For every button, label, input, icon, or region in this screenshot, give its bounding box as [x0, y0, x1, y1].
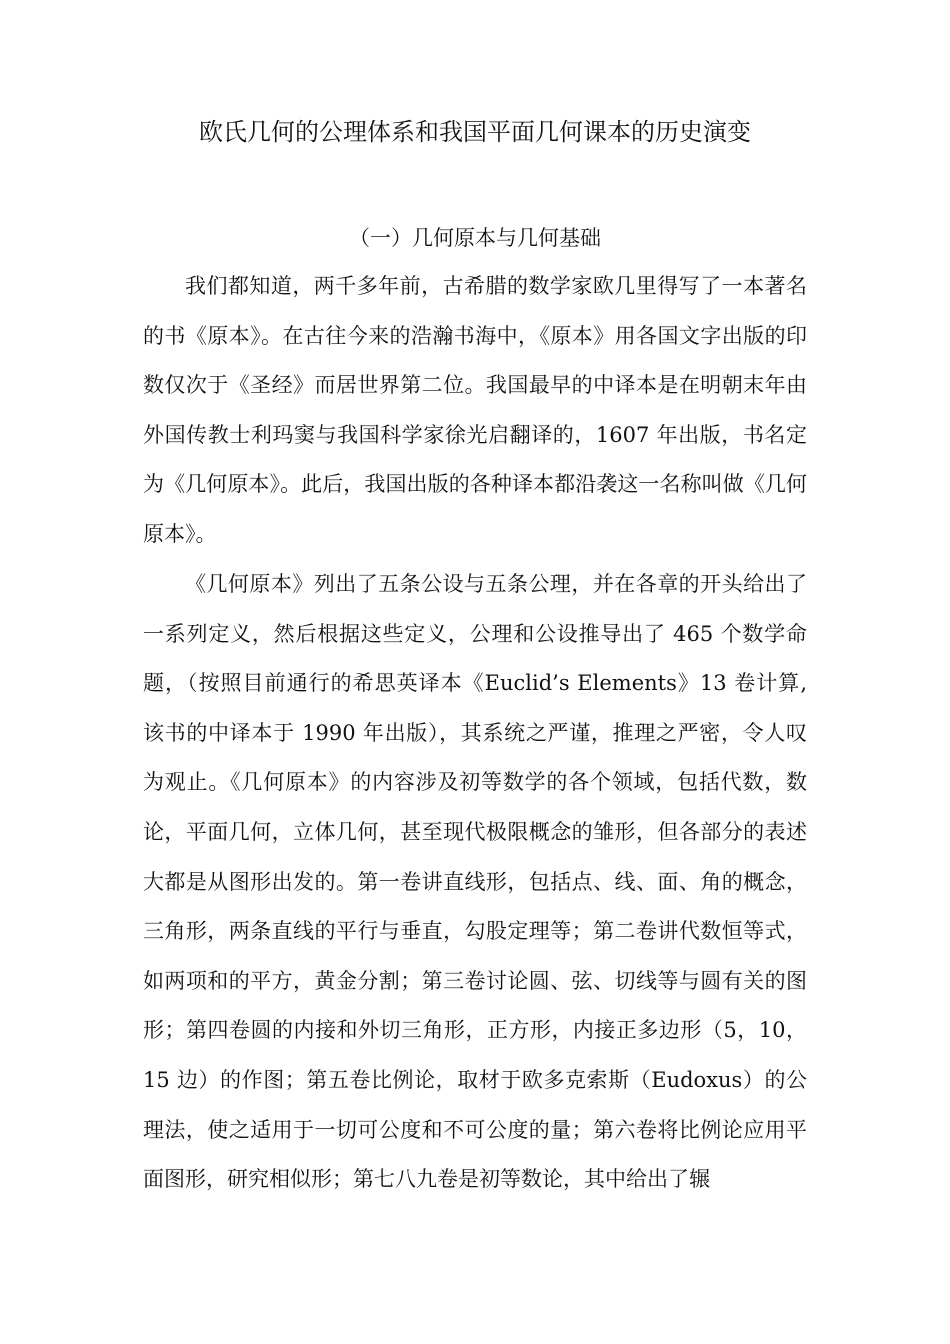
document-title: 欧氏几何的公理体系和我国平面几何课本的历史演变	[199, 118, 751, 146]
body-paragraph-1: 我们都知道，两千多年前，古希腊的数学家欧几里得写了一本著名的书《原本》。在古往今来的浩瀚书海中，《原本》用各国文字出版的印数仅次于《圣经》而居世界第二位。我国最早的中译本是在明朝末年由外国传教士利玛窦与我国科学家徐光启翻译的，1607 年出版，书名定为《几何原本》。此后，我国出版的各种译本都沿袭这一名称叫做《几何原本》。	[143, 274, 807, 546]
section-heading: （一）几何原本与几何基础	[349, 226, 601, 250]
body-paragraph-2: 《几何原本》列出了五条公设与五条公理，并在各章的开头给出了一系列定义，然后根据这些定义，公理和公设推导出了 465 个数学命题，（按照目前通行的希思英译本《Euclid’s Elements》13 卷计算, 该书的中译本于 1990 年出版），其系统之严谨，推理之严密，令人叹为观止。《几何原本》的内容涉及初等数学的各个领域，包括代数，数论，平面几何，立体几何，甚至现代极限概念的雏形，但各部分的表述大都是从图形出发的。第一卷讲直线形，包括点、线、面、角的概念，三角形，两条直线的平行与垂直，勾股定理等；第二卷讲代数恒等式，如两项和的平方，黄金分割；第三卷讨论圆、弦、切线等与圆有关的图形；第四卷圆的内接和外切三角形，正方形，内接正多边形（5，10，15 边）的作图；第五卷比例论，取材于欧多克索斯（Eudoxus）的公理法，使之适用于一切可公度和不可公度的量；第六卷将比例论应用平面图形，研究相似形；第七八九卷是初等数论，其中给出了辗	[143, 572, 807, 1192]
